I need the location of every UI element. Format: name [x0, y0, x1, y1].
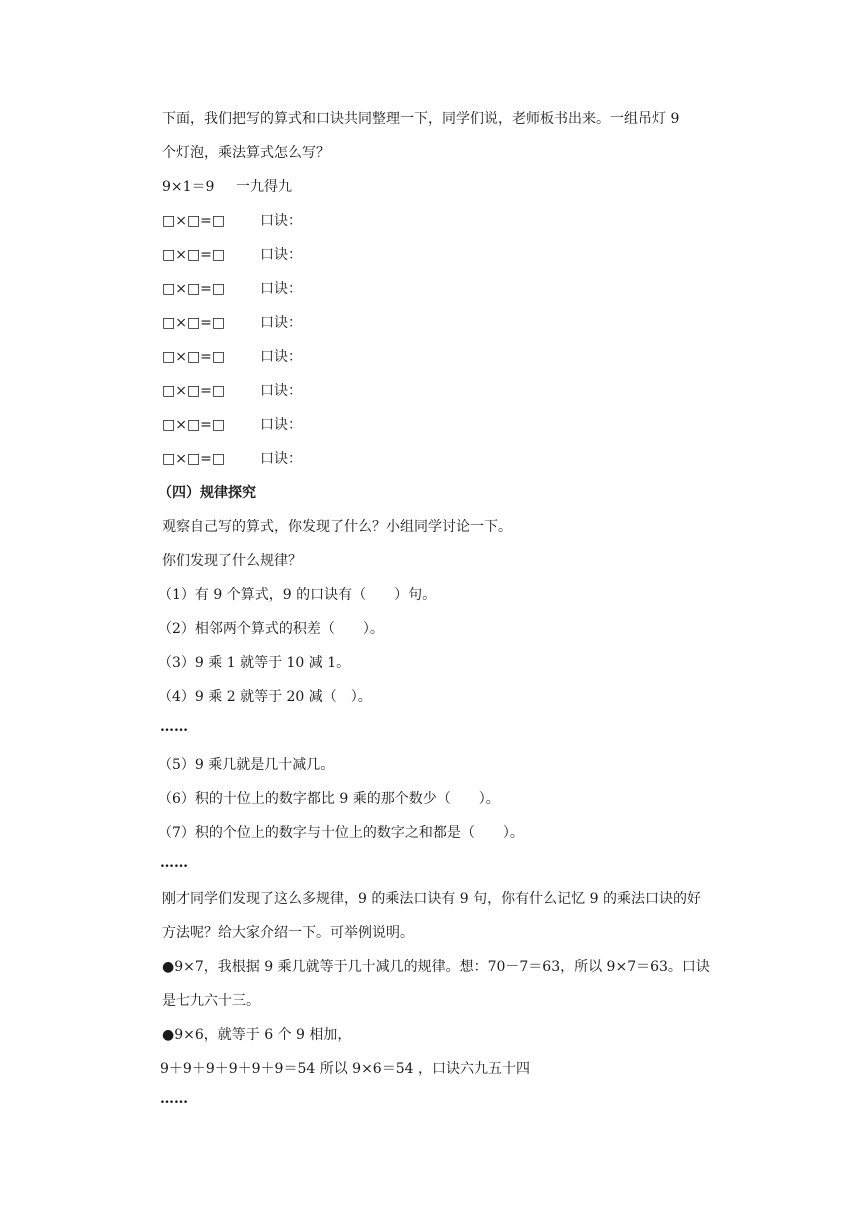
observe-prompt: 观察自己写的算式，你发现了什么？小组同学讨论一下。	[162, 519, 512, 535]
intro-line-2: 个灯泡，乘法算式怎么写？	[162, 145, 330, 161]
blank-equation: □×□=□	[162, 349, 226, 365]
blank-rhyme-label: 口诀：	[260, 281, 302, 297]
blank-rhyme-label: 口诀：	[260, 247, 302, 263]
rule-item: （1）有 9 个算式，9 的口诀有（ ）句。	[158, 587, 437, 603]
example-2-line-1: ●9×6，就等于 6 个 9 相加，	[162, 1027, 352, 1043]
blank-equation: □×□=□	[162, 417, 226, 433]
blank-equation: □×□=□	[162, 451, 226, 467]
blank-rhyme-label: 口诀：	[260, 383, 302, 399]
rule-item: （5）9 乘几就是几十减几。	[158, 757, 335, 773]
rule-item: （7）积的个位上的数字与十位上的数字之和都是（ ）。	[158, 825, 524, 841]
rules-question: 你们发现了什么规律？	[162, 553, 302, 569]
example-1-line-1: ●9×7，我根据 9 乘几就等于几十减几的规律。想：70－7＝63，所以 9×7＝63。口诀	[162, 959, 710, 975]
blank-equation: □×□=□	[162, 315, 226, 331]
blank-equation: □×□=□	[162, 213, 226, 229]
blank-rhyme-label: 口诀：	[260, 213, 302, 229]
blank-rhyme-label: 口诀：	[260, 315, 302, 331]
ellipsis: ……	[160, 855, 188, 871]
blank-rhyme-label: 口诀：	[260, 417, 302, 433]
rule-item: （2）相邻两个算式的积差（ ）。	[158, 621, 384, 637]
first-rhyme: 一九得九	[236, 179, 292, 195]
section-heading: （四）规律探究	[158, 485, 256, 501]
intro-line-1: 下面，我们把写的算式和口诀共同整理一下，同学们说，老师板书出来。一组吊灯 9	[162, 111, 680, 127]
ellipsis: ……	[160, 1091, 188, 1107]
ellipsis: ……	[160, 719, 188, 735]
rule-item: （6）积的十位上的数字都比 9 乘的那个数少（ ）。	[158, 791, 500, 807]
blank-equation: □×□=□	[162, 383, 226, 399]
summary-line-1: 刚才同学们发现了这么多规律，9 的乘法口诀有 9 句，你有什么记忆 9 的乘法口诀的好	[162, 891, 701, 907]
example-1-line-2: 是七九六十三。	[162, 993, 260, 1009]
blank-rhyme-label: 口诀：	[260, 349, 302, 365]
rule-item: （3）9 乘 1 就等于 10 减 1。	[158, 655, 351, 671]
rule-item: （4）9 乘 2 就等于 20 减（ ）。	[158, 689, 372, 705]
first-equation: 9×1＝9	[162, 179, 215, 195]
blank-equation: □×□=□	[162, 247, 226, 263]
blank-equation: □×□=□	[162, 281, 226, 297]
summary-line-2: 方法呢？给大家介绍一下。可举例说明。	[162, 925, 414, 941]
example-2-line-2: 9＋9＋9＋9＋9＋9＝54 所以 9×6＝54 ，口诀六九五十四	[160, 1061, 530, 1077]
blank-rhyme-label: 口诀：	[260, 451, 302, 467]
